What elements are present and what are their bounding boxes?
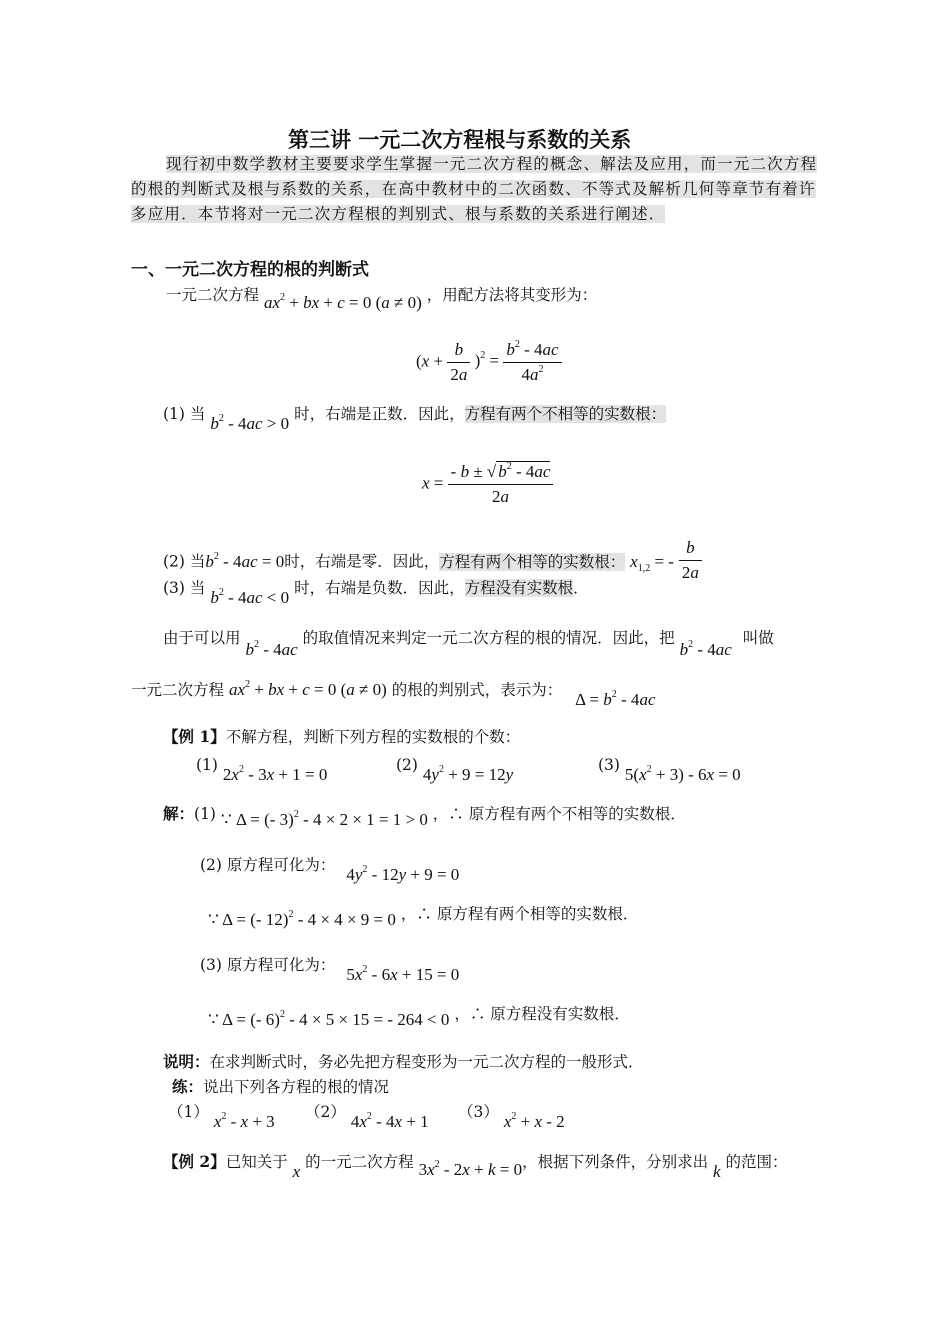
page-title: 第三讲 一元二次方程根与系数的关系 <box>288 127 632 152</box>
solution-part-3-result: ∵ Δ = (- 6)$^2$ - 4 × 5 × 15 = - 264 < 0 ，∴ 原方程没有实数根． <box>208 1005 630 1029</box>
practice-item-1: （1） $x^2 - x + 3$ <box>168 1103 275 1131</box>
example-1-item-2: (2) $4y^2 + 9 = 12y$ <box>396 756 514 784</box>
practice-item-3: （3） $x^2 + x - 2$ <box>458 1103 565 1131</box>
general-equation: $ax^2$ + bx + c = 0 (a ≠ 0) <box>263 292 422 312</box>
note: 说明：在求判断式时，务必先把方程变形为一元二次方程的一般形式． <box>163 1052 644 1071</box>
case-2: (2) 当$b^2 - 4ac = 0$时，右端是零．因此，方程有两个相等的实数根： $x_{1,2}$ = - $\frac{b}{2a}$ <box>163 540 702 585</box>
example-1: 【例 1】不解方程，判断下列方程的实数根的个数： <box>163 727 521 746</box>
solution-part-3: (3) 原方程可化为： $5x^2 - 6x + 15 = 0$ <box>200 956 460 984</box>
case-3: (3) 当 $b^2 - 4ac < 0$ 时，右端是负数．因此，方程没有实数根． <box>163 579 589 607</box>
solution-part-2-result: ∵ Δ = (- 12)$^2$ - 4 × 4 × 9 = 0 ，∴ 原方程有两个相等的实数根． <box>208 905 639 929</box>
intro-line-1: 现行初中数学教材主要要求学生掌握一元二次方程的概念、解法及应用，而一元二次方程 <box>166 155 818 173</box>
intro-line-3: 多应用．本节将对一元二次方程根的判别式、根与系数的关系进行阐述． <box>131 205 666 223</box>
completed-square-formula: (x + $\frac{b}{2a}$ )$^2$ = $\frac{b^2 - 4ac}{4a^2}$ <box>416 340 562 385</box>
intro-line-2: 的根的判断式及根与系数的关系，在高中教材中的二次函数、不等式及解析几何等章节有着许 <box>131 180 816 198</box>
practice: 练：说出下列各方程的根的情况 <box>172 1077 390 1096</box>
discriminant-since-line: 由于可以用 $b^2 - 4ac$ 的取值情况来判定一元二次方程的根的情况．因此，把 $b^2 - 4ac$ 叫做 <box>163 629 774 659</box>
example-2: 【例 2】已知关于 x 的一元二次方程 $3x^2 - 2x + k = 0$，根据下列条件，分别求出 k 的范围： <box>163 1152 788 1181</box>
example-1-item-3: (3) $5(x^2 + 3) - 6x = 0$ <box>598 756 741 784</box>
quadratic-formula: x = $\frac{- b \pm √ b^2 - 4ac}{2a}$ <box>422 462 553 507</box>
section-heading: 一、一元二次方程的根的判断式 <box>131 260 369 280</box>
example-1-item-1: (1) $2x^2 - 3x + 1 = 0$ <box>196 756 328 784</box>
lead-line: 一元二次方程 $ax^2$ + bx + c = 0 (a ≠ 0) ，用配方法将其变形为： <box>166 286 598 312</box>
case-1: (1) 当 $b^2 - 4ac > 0$ 时，右端是正数．因此，方程有两个不相等的实数根： <box>163 405 667 433</box>
practice-item-2: （2） $4x^2 - 4x + 1$ <box>305 1103 429 1131</box>
solution-part-2: (2) 原方程可化为： $4y^2 - 12y + 9 = 0$ <box>200 856 460 884</box>
solution-part-1: 解：(1) ∵ Δ = (- 3)$^2$ - 4 × 2 × 1 = 1 > 0 ，∴ 原方程有两个不相等的实数根． <box>163 804 686 829</box>
discriminant-definition-line: 一元二次方程 $ax^2$ + bx + c = 0 (a ≠ 0) 的根的判别式，表示为： $\Delta = b^2 - 4ac$ <box>131 679 656 709</box>
